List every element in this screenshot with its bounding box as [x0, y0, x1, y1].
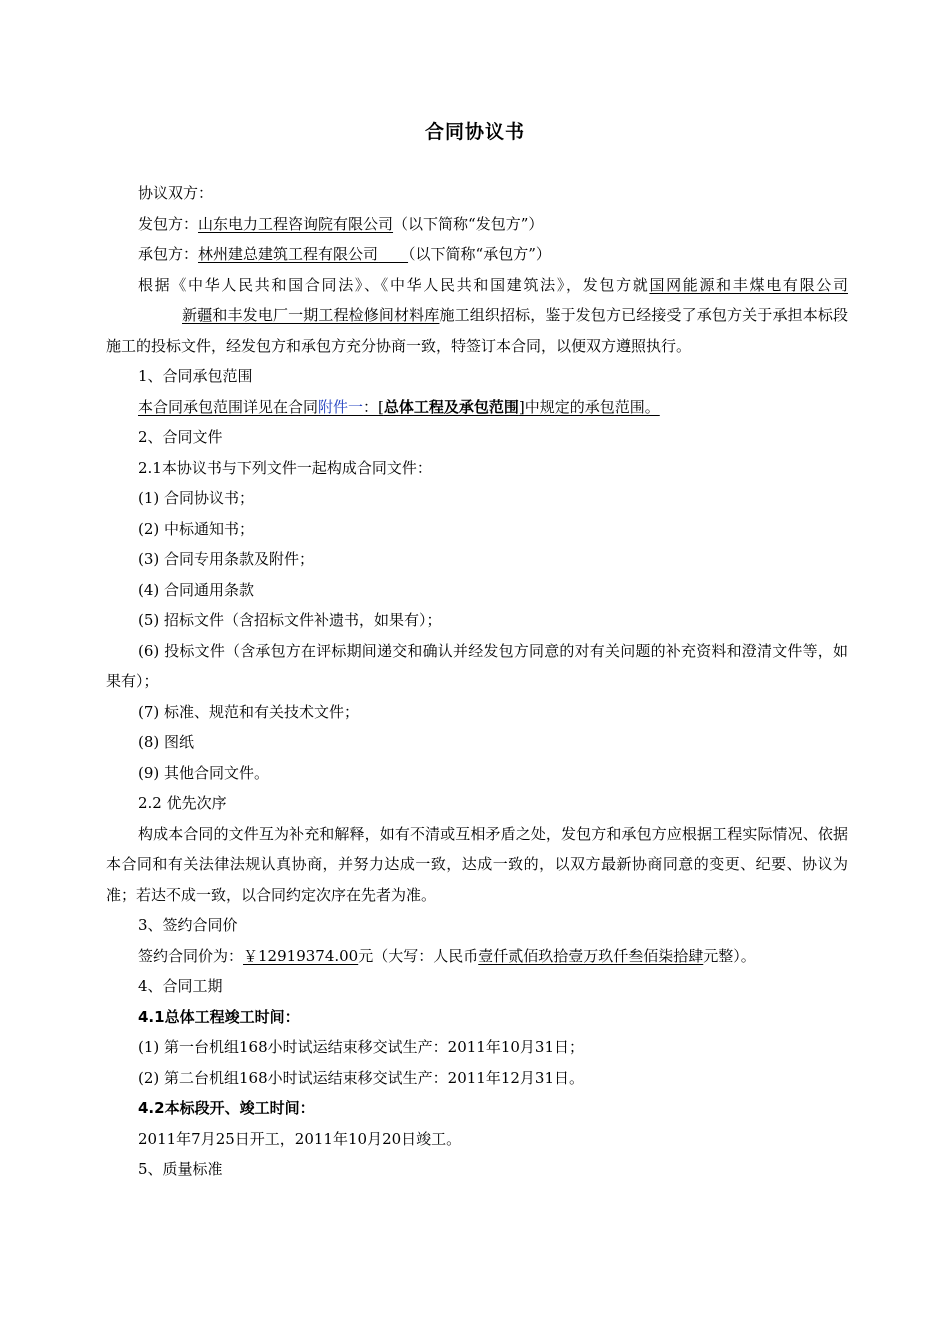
section4-heading: 4、合同工期 — [138, 977, 223, 995]
page-title: 合同协议书 — [424, 121, 525, 143]
section2-sub1: 2.1本协议书与下列文件一起构成合同文件： — [138, 458, 432, 477]
price-prefix: 签约合同价为： — [138, 946, 244, 965]
price-suffix: 元整）。 — [703, 946, 756, 965]
employer-prefix: 发包方： — [138, 214, 199, 233]
price-amount: ￥12919374.00 — [243, 946, 359, 965]
contractor-suffix: （以下简称“承包方”） — [408, 245, 551, 263]
employer-name: 山东电力工程咨询院有限公司 — [198, 214, 394, 233]
contractor-name: 林州建总建筑工程有限公司 — [198, 245, 379, 263]
schedule-line: 2011年7月25日开工，2011年10月20日竣工。 — [138, 1129, 462, 1148]
priority-paragraph: 构成本合同的文件互为补充和解释，如有不清或互相矛盾之处，发包方和承包方应根据工程实际情况、依据本合同和有关法律法规认真协商，并努力达成一致，达成一致的，以双方最新协商同意的变更、纪要、协议为准；若达不成一致，以合同约定次序在先者为准。 — [106, 824, 848, 904]
intro-company: 国网能源和丰煤电有限公司 — [649, 275, 848, 294]
section1-bold: 总体工程及承包范围 — [383, 397, 519, 416]
list-item: (8) 图纸 — [138, 733, 195, 751]
schedule-line: (2) 第二台机组168小时试运结束移交试生产：2011年12月31日。 — [138, 1068, 584, 1087]
list-item: (2) 中标通知书； — [138, 519, 255, 538]
section1-text2: ：[ — [363, 397, 384, 416]
employer-line — [106, 209, 848, 240]
section4-sub1: 4.1总体工程竣工时间： — [138, 1007, 300, 1026]
list-item: (7) 标准、规范和有关技术文件； — [138, 702, 360, 721]
employer-suffix: （以下简称“发包方”） — [393, 214, 544, 233]
contractor-line — [106, 239, 848, 270]
contractor-blank — [378, 245, 408, 263]
section1-heading: 1、合同承包范围 — [138, 367, 253, 385]
contractor-prefix: 承包方： — [138, 245, 199, 263]
section2-heading: 2、合同文件 — [138, 428, 223, 446]
section3-heading: 3、签约合同价 — [138, 916, 238, 934]
section1-text — [106, 392, 848, 423]
contract-body — [106, 178, 848, 1185]
schedule-line: (1) 第一台机组168小时试运结束移交试生产：2011年10月31日； — [138, 1038, 584, 1056]
list-item: (3) 合同专用条款及附件； — [138, 550, 315, 568]
section5-heading: 5、质量标准 — [138, 1160, 223, 1178]
intro-part2: 施工组织招标，鉴于发包方已经接受了承包方关于承担本标段施工的投标文件，经发包方和承包方充分协商一致，特签订本合同，以便双方遵照执行。 — [106, 306, 848, 355]
list-item: (6) 投标文件（含承包方在评标期间递交和确认并经发包方同意的对有关问题的补充资料和澄清文件等，如果有）； — [106, 641, 848, 690]
list-item: (4) 合同通用条款 — [138, 580, 255, 599]
attachment-link[interactable]: 附件一 — [318, 397, 364, 416]
price-words: 壹仟贰佰玖拾壹万玖仟叁佰柒拾肆 — [478, 946, 704, 965]
section1-text1: 本合同承包范围详见在合同 — [138, 397, 319, 416]
list-item: (5) 招标文件（含招标文件补遗书，如果有）； — [138, 611, 442, 629]
section2-sub2: 2.2 优先次序 — [138, 794, 227, 812]
intro-paragraph — [106, 270, 848, 362]
intro-part1: 根据《中华人民共和国合同法》、《中华人民共和国建筑法》，发包方就 — [138, 275, 650, 294]
parties-label: 协议双方： — [138, 184, 214, 202]
section4-sub2: 4.2本标段开、竣工时间： — [138, 1099, 315, 1117]
list-item: (9) 其他合同文件。 — [138, 763, 270, 782]
section1-text3: ]中规定的承包范围。 — [518, 397, 660, 416]
contract-price-line — [106, 941, 848, 972]
intro-project: 新疆和丰发电厂一期工程检修间材料库 — [182, 306, 440, 324]
price-middle: 元（大写：人民币 — [358, 946, 479, 965]
list-item: (1) 合同协议书； — [138, 489, 255, 507]
